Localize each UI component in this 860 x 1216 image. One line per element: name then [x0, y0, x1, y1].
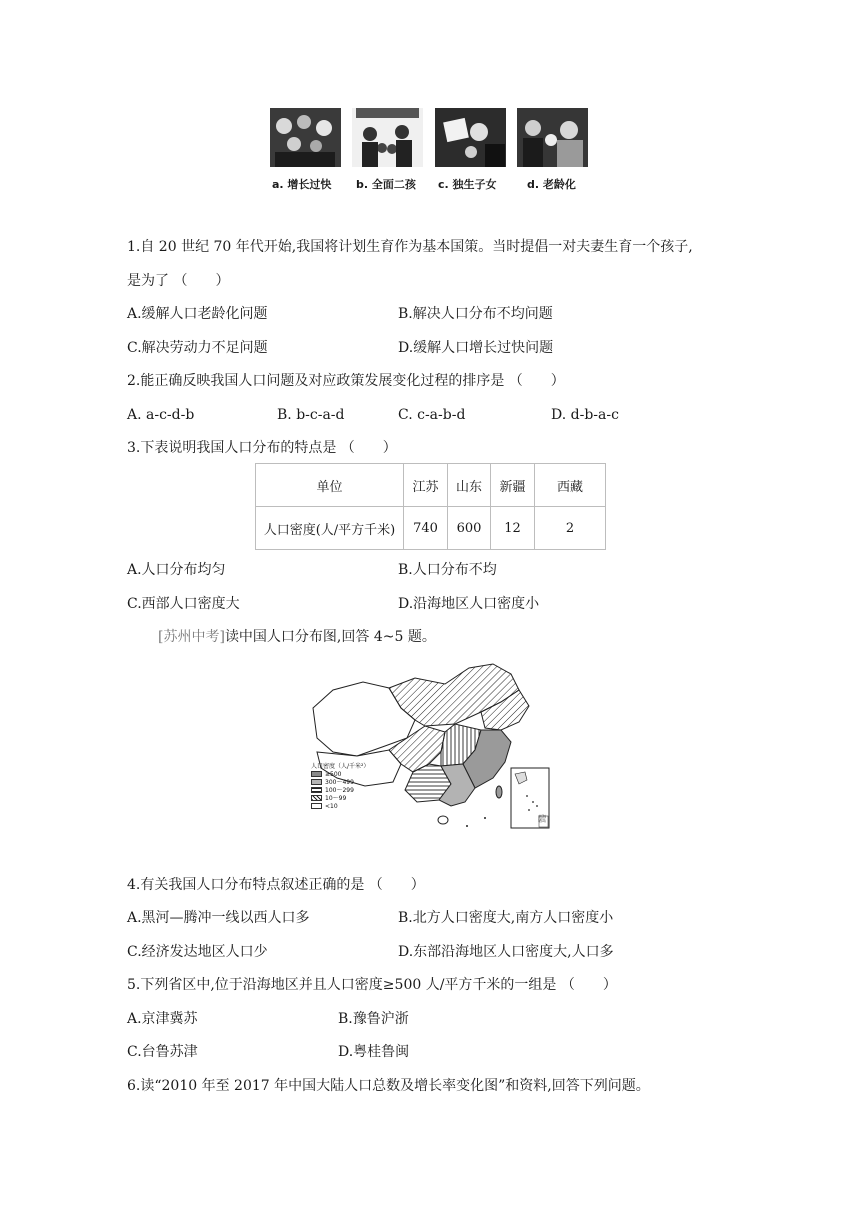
- q2-option-d[interactable]: D. d-b-a-c: [551, 407, 619, 423]
- table-cell: 12: [491, 507, 535, 550]
- q5-option-b[interactable]: B.豫鲁沪浙: [338, 1011, 409, 1027]
- map-taiwan: [496, 786, 502, 798]
- intro-text: 读中国人口分布图,回答 4~5 题。: [224, 629, 436, 645]
- legend-item: 10～99: [311, 794, 369, 802]
- image-d-aging: [517, 108, 588, 167]
- map-inset-label: 南海诸岛: [538, 814, 546, 823]
- q6-stem: 6.读“2010 年至 2017 年中国大陆人口总数及增长率变化图”和资料,回答下列问题。: [127, 1078, 650, 1094]
- caption-a: a. 增长过快: [272, 178, 332, 191]
- source-tag: [苏州中考]: [158, 629, 225, 645]
- table-header-cell: 山东: [448, 464, 491, 507]
- caption-b: b. 全面二孩: [356, 178, 416, 191]
- q3-option-c[interactable]: C.西部人口密度大: [127, 596, 240, 612]
- q4-option-d[interactable]: D.东部沿海地区人口密度大,人口多: [398, 944, 614, 960]
- legend-swatch: [311, 803, 322, 809]
- legend-item: ≥500: [311, 770, 369, 778]
- table-row: [256, 507, 606, 550]
- q3-option-a[interactable]: A.人口分布均匀: [127, 562, 226, 578]
- image-b-two-child: [352, 108, 423, 167]
- table-cell: 740: [404, 507, 448, 550]
- q4-option-a[interactable]: A.黑河—腾冲一线以西人口多: [127, 910, 310, 926]
- table-header-row: [256, 464, 606, 507]
- q2-option-b[interactable]: B. b-c-a-d: [277, 407, 345, 423]
- q5-option-a[interactable]: A.京津冀苏: [127, 1011, 198, 1027]
- q1-stem-line2: 是为了 （ ）: [127, 273, 230, 289]
- q4-stem: 4.有关我国人口分布特点叙述正确的是 （ ）: [127, 877, 425, 893]
- image-c-one-child: [435, 108, 506, 167]
- legend-item: 100～299: [311, 786, 369, 794]
- legend-swatch: [311, 771, 322, 777]
- legend-swatch: [311, 779, 322, 785]
- q1-option-c[interactable]: C.解决劳动力不足问题: [127, 340, 268, 356]
- caption-c: c. 独生子女: [438, 178, 497, 191]
- map-hainan: [438, 816, 448, 824]
- table-cell: 人口密度(人/平方千米): [256, 507, 404, 550]
- q1-stem-line1: 1.自 20 世纪 70 年代开始,我国将计划生育作为基本国策。当时提倡一对夫妻生育一个孩子,: [127, 239, 693, 255]
- q5-option-c[interactable]: C.台鲁苏津: [127, 1044, 198, 1060]
- q2-stem: 2.能正确反映我国人口问题及对应政策发展变化过程的排序是 （ ）: [127, 373, 565, 389]
- legend-item: 300～499: [311, 778, 369, 786]
- q4-option-b[interactable]: B.北方人口密度大,南方人口密度小: [398, 910, 614, 926]
- q4-option-c[interactable]: C.经济发达地区人口少: [127, 944, 268, 960]
- table-header-cell: 单位: [256, 464, 404, 507]
- table-header-cell: 西藏: [535, 464, 606, 507]
- table-cell: 600: [448, 507, 491, 550]
- intro-4-5: [158, 628, 436, 646]
- table-header-cell: 江苏: [404, 464, 448, 507]
- population-density-table: [255, 463, 606, 550]
- q3-stem: 3.下表说明我国人口分布的特点是 （ ）: [127, 440, 397, 456]
- table-header-cell: 新疆: [491, 464, 535, 507]
- table-cell: 2: [535, 507, 606, 550]
- q5-stem: 5.下列省区中,位于沿海地区并且人口密度≥500 人/平方千米的一组是 （ ）: [127, 977, 617, 993]
- q2-option-c[interactable]: C. c-a-b-d: [398, 407, 466, 423]
- q3-option-d[interactable]: D.沿海地区人口密度小: [398, 596, 540, 612]
- legend-item: <10: [311, 802, 369, 810]
- legend-swatch: [311, 795, 322, 801]
- q1-option-d[interactable]: D.缓解人口增长过快问题: [398, 340, 554, 356]
- q2-option-a[interactable]: A. a-c-d-b: [127, 407, 195, 423]
- q5-option-d[interactable]: D.粤桂鲁闽: [338, 1044, 410, 1060]
- q1-option-b[interactable]: B.解决人口分布不均问题: [398, 306, 553, 322]
- image-a-growth: [270, 108, 341, 167]
- q1-option-a[interactable]: A.缓解人口老龄化问题: [127, 306, 268, 322]
- legend-title: 人口密度（人/千米²）: [311, 763, 370, 770]
- map-legend: [311, 763, 369, 810]
- legend-swatch: [311, 787, 322, 793]
- q3-option-b[interactable]: B.人口分布不均: [398, 562, 497, 578]
- caption-d: d. 老龄化: [527, 178, 576, 191]
